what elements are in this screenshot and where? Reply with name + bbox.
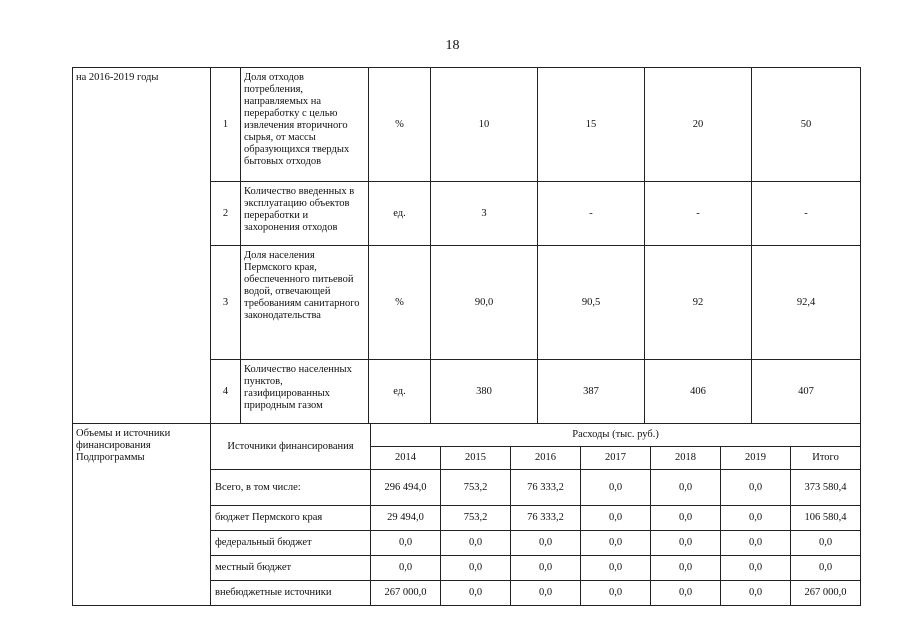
indicator-row bbox=[73, 68, 861, 182]
amount-cell: 0,0 bbox=[581, 556, 651, 581]
amount-cell: 0,0 bbox=[581, 581, 651, 606]
amount-cell: 0,0 bbox=[721, 531, 791, 556]
unit-cell: ед. bbox=[369, 360, 431, 424]
indicator-name: Количество введенных в эксплуатацию объектов переработки и захоронения отходов bbox=[241, 182, 369, 246]
value-cell: 92 bbox=[645, 246, 752, 360]
value-cell: - bbox=[752, 182, 861, 246]
unit-cell: % bbox=[369, 68, 431, 182]
value-cell: 15 bbox=[538, 68, 645, 182]
value-cell: 407 bbox=[752, 360, 861, 424]
amount-cell: 0,0 bbox=[721, 581, 791, 606]
value-cell: 387 bbox=[538, 360, 645, 424]
source-name: бюджет Пермского края bbox=[211, 506, 371, 531]
value-cell: 10 bbox=[431, 68, 538, 182]
source-name: Всего, в том числе: bbox=[211, 470, 371, 506]
total-cell: 106 580,4 bbox=[791, 506, 861, 531]
value-cell: 90,0 bbox=[431, 246, 538, 360]
value-cell: - bbox=[645, 182, 752, 246]
amount-cell: 296 494,0 bbox=[371, 470, 441, 506]
value-cell: 20 bbox=[645, 68, 752, 182]
year-header: 2017 bbox=[581, 447, 651, 470]
value-cell: 406 bbox=[645, 360, 752, 424]
value-cell: 3 bbox=[431, 182, 538, 246]
amount-cell: 0,0 bbox=[651, 581, 721, 606]
amount-cell: 0,0 bbox=[651, 470, 721, 506]
unit-cell: ед. bbox=[369, 182, 431, 246]
indicator-name: Доля отходов потребления, направляемых на переработку с целью извлечения вторичного сырья, от массы образующихся твердых бытовых отходов bbox=[241, 68, 369, 182]
value-cell: - bbox=[538, 182, 645, 246]
amount-cell: 0,0 bbox=[581, 470, 651, 506]
unit-cell: % bbox=[369, 246, 431, 360]
amount-cell: 267 000,0 bbox=[371, 581, 441, 606]
amount-cell: 0,0 bbox=[511, 556, 581, 581]
year-header: 2019 bbox=[721, 447, 791, 470]
total-header: Итого bbox=[791, 447, 861, 470]
amount-cell: 0,0 bbox=[651, 556, 721, 581]
year-header: 2018 bbox=[651, 447, 721, 470]
amount-cell: 0,0 bbox=[511, 531, 581, 556]
amount-cell: 0,0 bbox=[581, 506, 651, 531]
amount-cell: 0,0 bbox=[441, 531, 511, 556]
year-header: 2016 bbox=[511, 447, 581, 470]
indicator-name: Количество населенных пунктов, газифицированных природным газом bbox=[241, 360, 369, 424]
amount-cell: 76 333,2 bbox=[511, 506, 581, 531]
amount-cell: 29 494,0 bbox=[371, 506, 441, 531]
page-number: 18 bbox=[445, 38, 460, 53]
amount-cell: 0,0 bbox=[721, 556, 791, 581]
amount-cell: 0,0 bbox=[651, 531, 721, 556]
total-cell: 0,0 bbox=[791, 556, 861, 581]
amount-cell: 0,0 bbox=[371, 556, 441, 581]
source-name: федеральный бюджет bbox=[211, 531, 371, 556]
source-name: местный бюджет bbox=[211, 556, 371, 581]
amount-cell: 76 333,2 bbox=[511, 470, 581, 506]
amount-cell: 0,0 bbox=[721, 470, 791, 506]
sources-header: Источники финансирования bbox=[211, 424, 371, 470]
financing-label: Объемы и источники финансирования Подпрограммы bbox=[73, 424, 211, 606]
amount-cell: 0,0 bbox=[371, 531, 441, 556]
value-cell: 50 bbox=[752, 68, 861, 182]
amount-cell: 753,2 bbox=[441, 506, 511, 531]
total-cell: 0,0 bbox=[791, 531, 861, 556]
indicator-name: Доля населения Пермского края, обеспеченного питьевой водой, отвечающей требованиям санитарного законодательства bbox=[241, 246, 369, 360]
value-cell: 380 bbox=[431, 360, 538, 424]
amount-cell: 0,0 bbox=[441, 581, 511, 606]
row-number: 2 bbox=[211, 182, 241, 246]
period-label: на 2016-2019 годы bbox=[73, 68, 211, 424]
amount-cell: 0,0 bbox=[651, 506, 721, 531]
source-name: внебюджетные источники bbox=[211, 581, 371, 606]
row-number: 1 bbox=[211, 68, 241, 182]
total-cell: 373 580,4 bbox=[791, 470, 861, 506]
amount-cell: 753,2 bbox=[441, 470, 511, 506]
value-cell: 92,4 bbox=[752, 246, 861, 360]
amount-cell: 0,0 bbox=[721, 506, 791, 531]
row-number: 3 bbox=[211, 246, 241, 360]
financing-table bbox=[72, 423, 861, 606]
year-header: 2015 bbox=[441, 447, 511, 470]
expenses-header: Расходы (тыс. руб.) bbox=[371, 424, 861, 447]
total-cell: 267 000,0 bbox=[791, 581, 861, 606]
indicators-table bbox=[72, 67, 861, 424]
amount-cell: 0,0 bbox=[441, 556, 511, 581]
year-header: 2014 bbox=[371, 447, 441, 470]
amount-cell: 0,0 bbox=[511, 581, 581, 606]
value-cell: 90,5 bbox=[538, 246, 645, 360]
amount-cell: 0,0 bbox=[581, 531, 651, 556]
row-number: 4 bbox=[211, 360, 241, 424]
